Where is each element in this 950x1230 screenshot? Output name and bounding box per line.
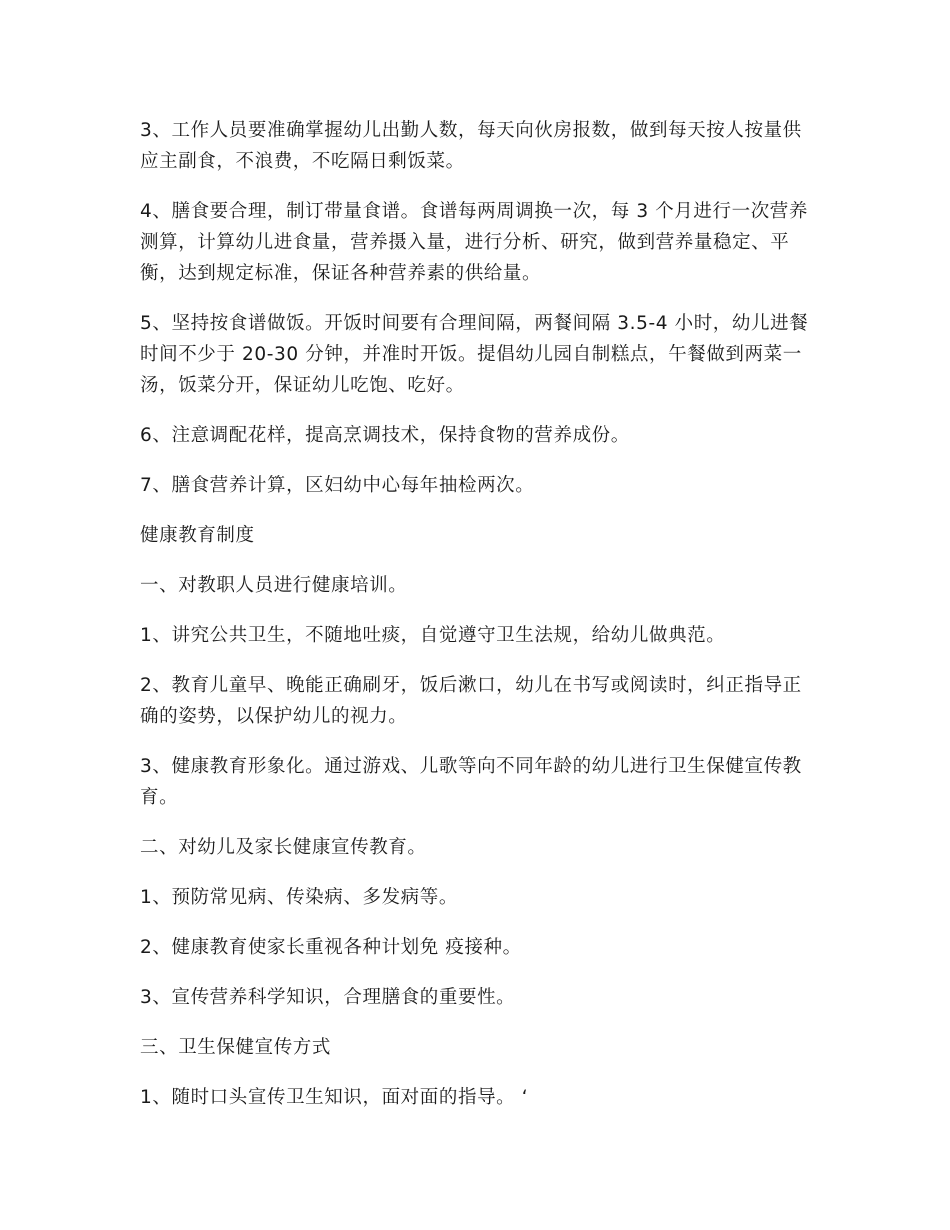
paragraph-nutrition-check: 7、膳食营养计算，区妇幼中心每年抽检两次。 [140, 475, 535, 496]
paragraph-diet-plan: 4、膳食要合理，制订带量食谱。食谱每两周调换一次，每 3 个月进行一次营养测算，计算幼儿进食量，营养摄入量，进行分析、研究，做到营养量稳定、平衡，达到规定标准，保证各种营养素的供给量。 [140, 201, 809, 284]
paragraph-meal-schedule: 5、坚持按食谱做饭。开饭时间要有合理间隔，两餐间隔 3.5-4 小时，幼儿进餐时间不少于 20-30 分钟，并准时开饭。提倡幼儿园自制糕点，午餐做到两菜一汤，饭菜分开，保证幼儿吃饱、吃好。 [140, 313, 809, 396]
paragraph-cooking-variety: 6、注意调配花样，提高烹调技术，保持食物的营养成份。 [140, 425, 630, 446]
paragraph-visual-education: 3、健康教育形象化。通过游戏、儿歌等向不同年龄的幼儿进行卫生保健宣传教育。 [140, 756, 802, 808]
subheading-staff-training: 一、对教职人员进行健康培训。 [140, 575, 408, 596]
subheading-parent-education: 二、对幼儿及家长健康宣传教育。 [140, 837, 427, 858]
paragraph-public-hygiene: 1、讲究公共卫生，不随地吐痰，自觉遵守卫生法规，给幼儿做典范。 [140, 625, 726, 646]
subheading-promotion-methods: 三、卫生保健宣传方式 [140, 1037, 332, 1058]
paragraph-children-habits: 2、教育儿童早、晚能正确刷牙，饭后漱口，幼儿在书写或阅读时，纠正指导正确的姿势，以保护幼儿的视力。 [140, 675, 802, 727]
paragraph-vaccination: 2、健康教育使家长重视各种计划免 疫接种。 [140, 937, 522, 958]
paragraph-meal-count: 3、工作人员要准确掌握幼儿出勤人数，每天向伙房报数，做到每天按人按量供应主副食，不浪费，不吃隔日剩饭菜。 [140, 120, 802, 172]
section-title-health-education: 健康教育制度 [140, 525, 255, 546]
document-body [140, 115, 815, 1132]
paragraph-disease-prevention: 1、预防常见病、传染病、多发病等。 [140, 887, 458, 908]
paragraph-oral-promotion: 1、随时口头宣传卫生知识，面对面的指导。 ‘ [140, 1087, 529, 1108]
paragraph-nutrition-knowledge: 3、宣传营养科学知识，合理膳食的重要性。 [140, 987, 516, 1008]
